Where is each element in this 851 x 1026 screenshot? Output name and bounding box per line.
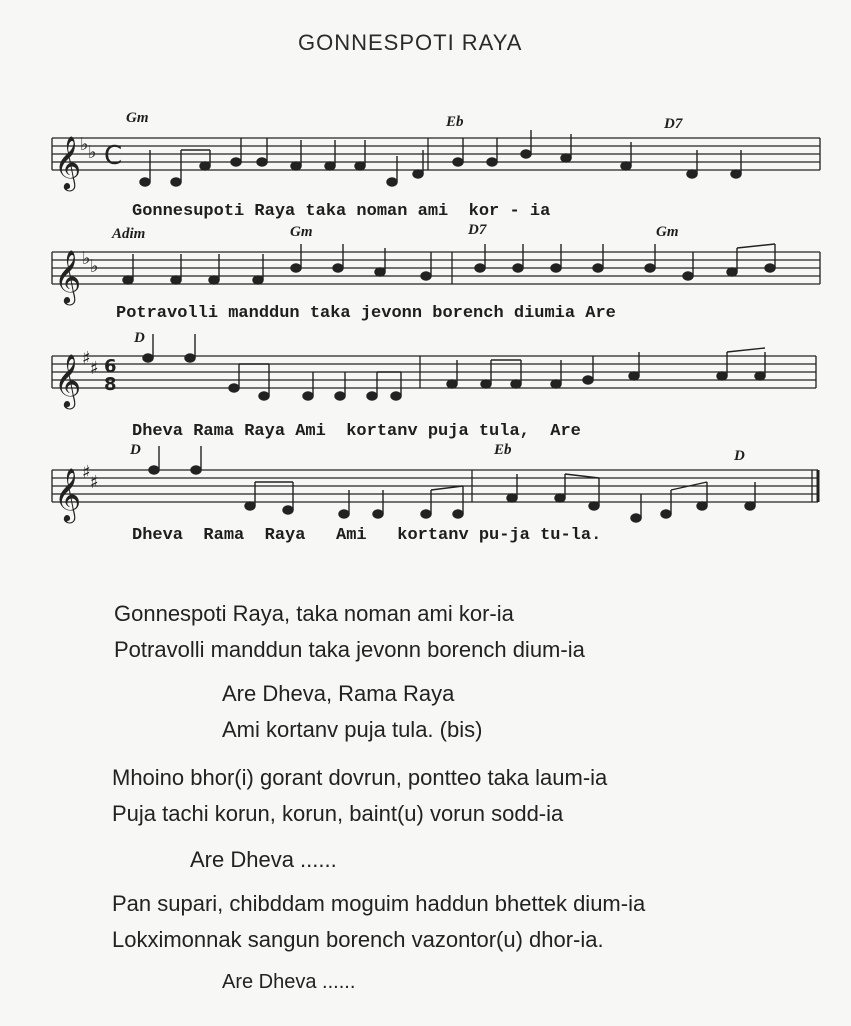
refrain-1: Are Dheva ...... (190, 847, 337, 872)
time-signature-top: 6 (104, 356, 117, 377)
score-lyrics: Dheva Rama Raya Ami kortanv puja tula, Are (132, 422, 581, 441)
svg-text:C: C (104, 141, 123, 171)
verse-line: Gonnespoti Raya, taka noman ami kor-ia (114, 601, 514, 626)
score-lyrics: Potravolli manddun taka jevonn borench diumia Are (116, 304, 616, 323)
stanza-1 (114, 596, 585, 668)
svg-text:♭: ♭ (90, 256, 99, 277)
svg-text:♭: ♭ (82, 248, 91, 269)
chord-label: Eb (446, 114, 464, 130)
chorus (222, 676, 482, 748)
notes-system-4 (149, 446, 755, 522)
chord-label: D7 (468, 222, 487, 238)
staff-system-1 (52, 138, 820, 170)
score-lyrics: Gonnesupoti Raya taka noman ami kor - ia (132, 202, 551, 221)
refrain-2: Are Dheva ...... (222, 971, 356, 993)
svg-text:♯: ♯ (90, 358, 99, 379)
notes-system-2 (123, 244, 775, 284)
notes-system-3 (143, 334, 765, 400)
chord-label: Gm (126, 110, 149, 126)
chord-label: D7 (664, 116, 683, 132)
verse-line: Potravolli manddun taka jevonn borench dium-ia (114, 637, 585, 662)
treble-clef-icon: 𝄞 (54, 135, 82, 189)
chord-label: D (734, 448, 745, 464)
verse-line: Pan supari, chibddam moguim haddun bhettek dium-ia (112, 891, 646, 916)
treble-clef-icon: 𝄞 (54, 249, 82, 303)
chord-label: Adim (112, 226, 146, 242)
chord-label: D (134, 330, 145, 346)
staff-system-3 (52, 356, 816, 388)
staff-system-2 (52, 252, 820, 284)
verse-line: Mhoino bhor(i) gorant dovrun, pontteo taka laum-ia (112, 765, 608, 790)
chord-label: D (130, 442, 141, 458)
svg-text:♯: ♯ (82, 348, 91, 369)
svg-text:♯: ♯ (82, 462, 91, 483)
score-lyrics: Dheva Rama Raya Ami kortanv pu-ja tu-la. (132, 526, 602, 545)
svg-text:♭: ♭ (88, 142, 97, 163)
page-title: GONNESPOTI RAYA (298, 30, 523, 55)
verse-line: Lokximonnak sangun borench vazontor(u) dhor-ia. (112, 927, 604, 952)
chord-label: Eb (494, 442, 512, 458)
stanza-3 (112, 886, 645, 958)
treble-clef-icon: 𝄞 (54, 467, 82, 521)
verse-line: Puja tachi korun, korun, baint(u) vorun sodd-ia (112, 801, 564, 826)
verse-line: Ami kortanv puja tula. (bis) (222, 717, 483, 742)
time-signature-bottom: 8 (104, 374, 117, 395)
svg-text:♭: ♭ (80, 134, 89, 155)
verse-line: Are Dheva, Rama Raya (222, 681, 455, 706)
stanza-2 (112, 760, 607, 832)
staff-system-4 (52, 470, 818, 502)
chord-label: Gm (656, 224, 679, 240)
chord-label: Gm (290, 224, 313, 240)
treble-clef-icon: 𝄞 (54, 353, 82, 407)
svg-text:♯: ♯ (90, 472, 99, 493)
